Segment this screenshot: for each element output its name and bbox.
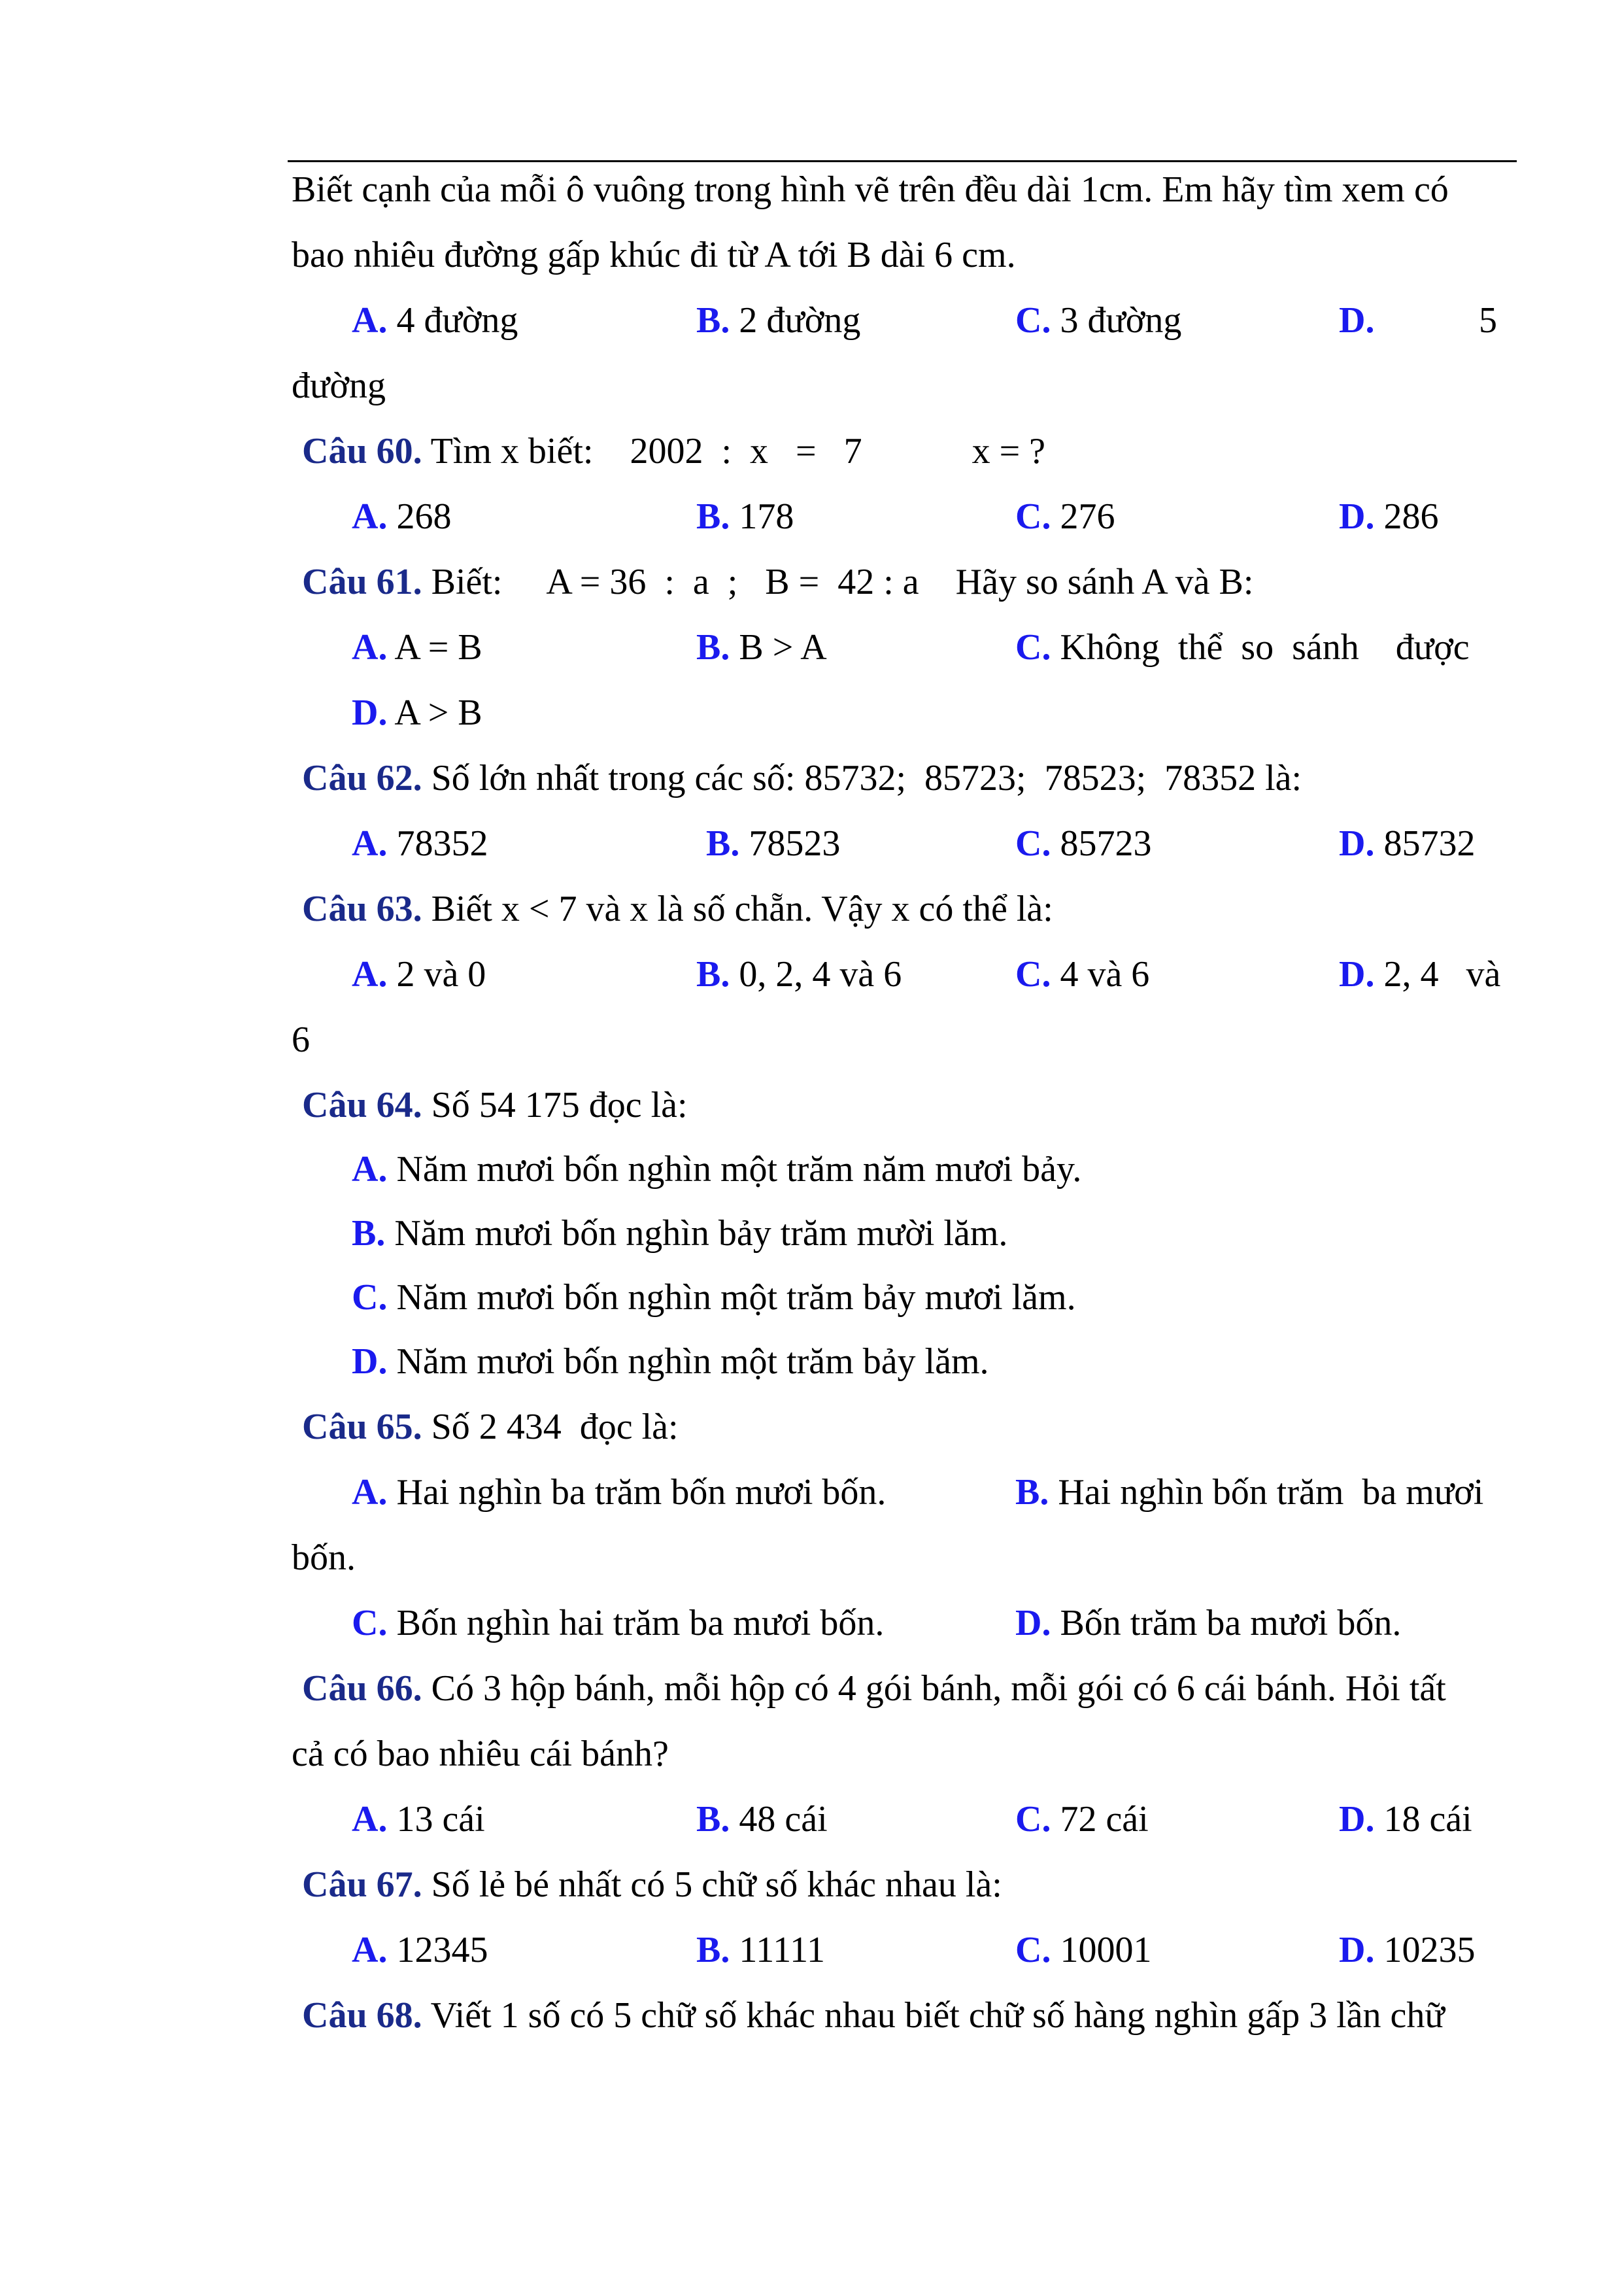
q64-option-d: D. Năm mươi bốn nghìn một trăm bảy lăm. — [352, 1341, 989, 1382]
q66-option-c: C. 72 cái — [1015, 1799, 1149, 1840]
q64-option-a: A. Năm mươi bốn nghìn một trăm năm mươi bảy. — [352, 1149, 1082, 1190]
q66-option-d: D. 18 cái — [1339, 1799, 1472, 1840]
q62-option-b: B. 78523 — [706, 823, 841, 864]
q67-option-c: C. 10001 — [1015, 1930, 1152, 1970]
question-60: Câu 60. Tìm x biết: 2002 : x = 7 x = ? — [302, 431, 1046, 471]
q62-option-a: A. 78352 — [352, 823, 488, 864]
intro-option-b: B. 2 đường — [696, 300, 861, 341]
q63-option-c: C. 4 và 6 — [1015, 954, 1150, 995]
q61-option-c: C. Không thể so sánh được — [1015, 627, 1470, 668]
question-62: Câu 62. Số lớn nhất trong các số: 85732; 85723; 78523; 78352 là: — [302, 758, 1302, 798]
top-rule — [288, 160, 1517, 162]
question-61: Câu 61. Biết: A = 36 : a ; B = 42 : a Hãy so sánh A và B: — [302, 562, 1254, 602]
q60-option-b: B. 178 — [696, 496, 794, 537]
q67-option-a: A. 12345 — [352, 1930, 488, 1970]
intro-line-2: bao nhiêu đường gấp khúc đi từ A tới B dài 6 cm. — [292, 235, 1016, 275]
q65-option-c: C. Bốn nghìn hai trăm ba mươi bốn. — [352, 1603, 885, 1643]
q66-option-a: A. 13 cái — [352, 1799, 485, 1840]
q60-option-a: A. 268 — [352, 496, 452, 537]
question-68: Câu 68. Viết 1 số có 5 chữ số khác nhau biết chữ số hàng nghìn gấp 3 lần chữ — [302, 1995, 1445, 2036]
intro-option-d-wrap: đường — [292, 366, 386, 406]
question-63: Câu 63. Biết x < 7 và x là số chẵn. Vậy x có thể là: — [302, 889, 1053, 929]
intro-option-d-letter: D. — [1339, 300, 1375, 341]
intro-line-1: Biết cạnh của mỗi ô vuông trong hình vẽ trên đều dài 1cm. Em hãy tìm xem có — [292, 169, 1449, 210]
intro-option-a: A. 4 đường — [352, 300, 518, 341]
question-65: Câu 65. Số 2 434 đọc là: — [302, 1407, 679, 1447]
question-66-line-2: cả có bao nhiêu cái bánh? — [292, 1734, 669, 1774]
q63-option-a: A. 2 và 0 — [352, 954, 486, 995]
q61-option-d: D. A > B — [352, 693, 482, 733]
q63-option-d-wrap: 6 — [292, 1019, 310, 1060]
q60-option-d: D. 286 — [1339, 496, 1439, 537]
q60-option-c: C. 276 — [1015, 496, 1115, 537]
q62-option-c: C. 85723 — [1015, 823, 1152, 864]
q64-option-b: B. Năm mươi bốn nghìn bảy trăm mười lăm. — [352, 1213, 1008, 1254]
q67-option-d: D. 10235 — [1339, 1930, 1476, 1970]
q66-option-b: B. 48 cái — [696, 1799, 828, 1840]
q65-option-a: A. Hai nghìn ba trăm bốn mươi bốn. — [352, 1472, 887, 1513]
q67-option-b: B. 11111 — [696, 1930, 826, 1970]
intro-option-c: C. 3 đường — [1015, 300, 1182, 341]
intro-option-d-text: 5 — [1479, 300, 1497, 341]
q64-option-c: C. Năm mươi bốn nghìn một trăm bảy mươi lăm. — [352, 1277, 1076, 1318]
q65-option-b-wrap: bốn. — [292, 1537, 356, 1578]
question-67: Câu 67. Số lẻ bé nhất có 5 chữ số khác nhau là: — [302, 1864, 1002, 1905]
q61-option-a: A. A = B — [352, 627, 482, 668]
q63-option-b: B. 0, 2, 4 và 6 — [696, 954, 902, 995]
q65-option-d: D. Bốn trăm ba mươi bốn. — [1015, 1603, 1402, 1643]
question-64: Câu 64. Số 54 175 đọc là: — [302, 1085, 688, 1125]
question-66: Câu 66. Có 3 hộp bánh, mỗi hộp có 4 gói bánh, mỗi gói có 6 cái bánh. Hỏi tất — [302, 1668, 1446, 1709]
q62-option-d: D. 85732 — [1339, 823, 1476, 864]
q61-option-b: B. B > A — [696, 627, 827, 668]
q63-option-d: D. 2, 4 và — [1339, 954, 1501, 995]
q65-option-b: B. Hai nghìn bốn trăm ba mươi — [1015, 1472, 1484, 1513]
